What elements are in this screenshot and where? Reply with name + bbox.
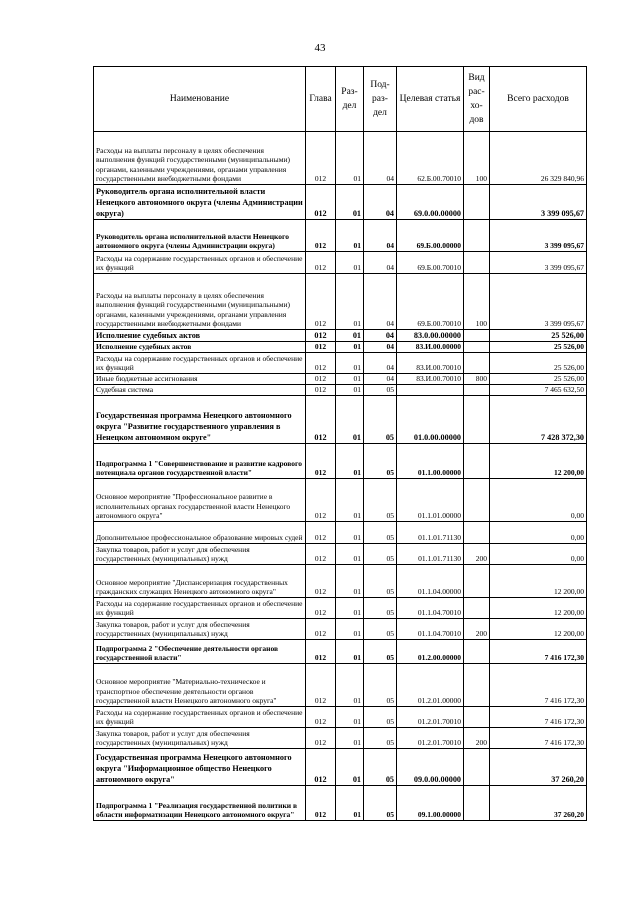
table-row [94,385,587,396]
cell-vid-raskhodov: 200 [464,544,490,565]
cell-name: Судебная система [94,385,306,396]
cell-vsego-raskhodov: 3 399 095,67 [490,185,587,220]
cell-name: Расходы на выплаты персоналу в целях обеспечения выполнения функций государственными (муниципальными) органами, казенными учреждениями, органами управления государственными внебюджетными фондами [94,132,306,185]
cell-vsego-raskhodov: 7 428 372,30 [490,396,587,444]
cell-vid-raskhodov: 200 [464,619,490,640]
cell-vid-raskhodov: 800 [464,374,490,385]
cell-celevaya-statya: 01.1.04.70010 [397,619,464,640]
cell-celevaya-statya: 01.0.00.00000 [397,396,464,444]
cell-podrazdel: 05 [364,664,397,707]
cell-celevaya-statya: 01.1.01.71130 [397,522,464,544]
cell-name: Руководитель органа исполнительной власти Ненецкого автономного округа (члены Администрации округа) [94,220,306,252]
cell-vid-raskhodov [464,252,490,274]
cell-glava: 012 [306,444,336,479]
cell-celevaya-statya: 01.1.01.00000 [397,479,464,522]
cell-razdel: 01 [336,396,364,444]
cell-razdel: 01 [336,728,364,749]
cell-vsego-raskhodov: 25 526,00 [490,374,587,385]
cell-name: Закупка товаров, работ и услуг для обеспечения государственных (муниципальных) нужд [94,619,306,640]
cell-glava: 012 [306,664,336,707]
page-number: 43 [314,42,326,54]
cell-vid-raskhodov [464,330,490,342]
cell-vid-raskhodov: 200 [464,728,490,749]
table-row [94,185,587,220]
cell-podrazdel: 04 [364,342,397,353]
cell-celevaya-statya: 01.1.01.71130 [397,544,464,565]
cell-celevaya-statya: 83.И.00.00000 [397,342,464,353]
cell-vsego-raskhodov: 12 200,00 [490,444,587,479]
cell-name: Расходы на содержание государственных органов и обеспечение их функций [94,252,306,274]
cell-name: Расходы на содержание государственных органов и обеспечение их функций [94,598,306,619]
cell-razdel: 01 [336,444,364,479]
header-vid-raskhodov: Вид рас- хо- дов [464,67,490,132]
table-row [94,598,587,619]
table-row [94,728,587,749]
cell-vid-raskhodov [464,396,490,444]
cell-podrazdel: 05 [364,640,397,664]
cell-razdel: 01 [336,707,364,728]
table-header-row [94,67,587,132]
cell-podrazdel: 05 [364,444,397,479]
cell-podrazdel: 04 [364,252,397,274]
cell-podrazdel: 05 [364,707,397,728]
header-podrazdel: Под- раз- дел [364,67,397,132]
header-glava: Глава [306,67,336,132]
table-row [94,330,587,342]
budget-table [93,66,587,821]
cell-vid-raskhodov [464,185,490,220]
cell-razdel: 01 [336,749,364,786]
cell-podrazdel: 04 [364,330,397,342]
cell-name: Дополнительное профессиональное образование мировых судей [94,522,306,544]
cell-name: Государственная программа Ненецкого автономного округа "Информационное общество Ненецкого автономного округа" [94,749,306,786]
cell-glava: 012 [306,728,336,749]
cell-vsego-raskhodov: 7 416 172,30 [490,664,587,707]
cell-vid-raskhodov [464,565,490,598]
cell-razdel: 01 [336,479,364,522]
cell-vid-raskhodov [464,444,490,479]
cell-name: Основное мероприятие "Диспансеризация государственных гражданских служащих Ненецкого автономного округа" [94,565,306,598]
table-row [94,544,587,565]
cell-razdel: 01 [336,220,364,252]
cell-vid-raskhodov [464,385,490,396]
cell-vid-raskhodov [464,479,490,522]
cell-razdel: 01 [336,252,364,274]
cell-name: Расходы на содержание государственных органов и обеспечение их функций [94,707,306,728]
cell-vsego-raskhodov: 25 526,00 [490,353,587,374]
cell-celevaya-statya: 01.2.01.70010 [397,707,464,728]
cell-vsego-raskhodov: 0,00 [490,479,587,522]
table-row [94,749,587,786]
cell-podrazdel: 05 [364,479,397,522]
cell-name: Основное мероприятие "Материально-техническое и транспортное обеспечение деятельности органов государственной власти Ненецкого автономного округа" [94,664,306,707]
cell-razdel: 01 [336,185,364,220]
cell-podrazdel: 05 [364,385,397,396]
table-row [94,220,587,252]
cell-razdel: 01 [336,544,364,565]
cell-razdel: 01 [336,565,364,598]
cell-glava: 012 [306,786,336,821]
cell-celevaya-statya: 83.И.00.70010 [397,353,464,374]
cell-name: Руководитель органа исполнительной власти Ненецкого автономного округа (члены Администрации округа) [94,185,306,220]
cell-celevaya-statya: 09.0.00.00000 [397,749,464,786]
cell-name: Закупка товаров, работ и услуг для обеспечения государственных (муниципальных) нужд [94,544,306,565]
cell-podrazdel: 04 [364,353,397,374]
cell-razdel: 01 [336,330,364,342]
cell-vid-raskhodov: 100 [464,274,490,330]
cell-podrazdel: 04 [364,185,397,220]
cell-vid-raskhodov [464,786,490,821]
cell-vsego-raskhodov: 0,00 [490,544,587,565]
table-row [94,132,587,185]
cell-vid-raskhodov [464,664,490,707]
cell-razdel: 01 [336,640,364,664]
cell-razdel: 01 [336,664,364,707]
cell-name: Расходы на содержание государственных органов и обеспечение их функций [94,353,306,374]
cell-podrazdel: 04 [364,132,397,185]
cell-podrazdel: 05 [364,565,397,598]
cell-glava: 012 [306,565,336,598]
cell-razdel: 01 [336,274,364,330]
cell-glava: 012 [306,342,336,353]
cell-vid-raskhodov [464,749,490,786]
cell-glava: 012 [306,479,336,522]
table-row [94,664,587,707]
cell-celevaya-statya: 01.2.01.00000 [397,664,464,707]
cell-name: Государственная программа Ненецкого автономного округа "Развитие государственного управления в Ненецком автономном округе" [94,396,306,444]
cell-vsego-raskhodov: 37 260,20 [490,749,587,786]
cell-razdel: 01 [336,522,364,544]
cell-razdel: 01 [336,385,364,396]
cell-vsego-raskhodov: 12 200,00 [490,619,587,640]
cell-glava: 012 [306,749,336,786]
table-row [94,479,587,522]
cell-vsego-raskhodov: 3 399 095,67 [490,274,587,330]
cell-razdel: 01 [336,786,364,821]
table-row [94,707,587,728]
cell-podrazdel: 05 [364,786,397,821]
cell-glava: 012 [306,522,336,544]
header-celevaya-statya: Целевая статья [397,67,464,132]
cell-glava: 012 [306,598,336,619]
cell-razdel: 01 [336,598,364,619]
cell-vsego-raskhodov: 25 526,00 [490,330,587,342]
cell-celevaya-statya: 69.0.00.00000 [397,185,464,220]
cell-glava: 012 [306,185,336,220]
cell-vid-raskhodov [464,353,490,374]
cell-celevaya-statya: 83.0.00.00000 [397,330,464,342]
cell-vsego-raskhodov: 7 416 172,30 [490,707,587,728]
table-row [94,353,587,374]
table-row [94,640,587,664]
cell-name: Исполнение судебных актов [94,342,306,353]
cell-podrazdel: 04 [364,374,397,385]
header-vsego-raskhodov: Всего расходов [490,67,587,132]
cell-vid-raskhodov [464,598,490,619]
cell-vsego-raskhodov: 37 260,20 [490,786,587,821]
cell-vsego-raskhodov: 7 465 632,50 [490,385,587,396]
cell-vsego-raskhodov: 26 329 840,96 [490,132,587,185]
cell-name: Подпрограмма 1 "Совершенствование и развитие кадрового потенциала органов государственной власти" [94,444,306,479]
cell-celevaya-statya: 69.Б.00.00000 [397,220,464,252]
cell-name: Подпрограмма 2 "Обеспечение деятельности органов государственной власти" [94,640,306,664]
cell-celevaya-statya: 09.1.00.00000 [397,786,464,821]
table-row [94,444,587,479]
cell-vsego-raskhodov: 7 416 172,30 [490,640,587,664]
table-row [94,522,587,544]
cell-celevaya-statya: 01.1.04.70010 [397,598,464,619]
cell-podrazdel: 05 [364,619,397,640]
table-row [94,396,587,444]
cell-celevaya-statya: 69.Б.00.70010 [397,274,464,330]
cell-glava: 012 [306,619,336,640]
cell-razdel: 01 [336,342,364,353]
header-razdel: Раз- дел [336,67,364,132]
table-row [94,619,587,640]
cell-name: Исполнение судебных актов [94,330,306,342]
cell-razdel: 01 [336,353,364,374]
cell-podrazdel: 05 [364,598,397,619]
cell-celevaya-statya: 69.Б.00.70010 [397,252,464,274]
cell-glava: 012 [306,274,336,330]
cell-vid-raskhodov [464,707,490,728]
cell-glava: 012 [306,544,336,565]
cell-vid-raskhodov [464,220,490,252]
cell-celevaya-statya: 01.2.01.70010 [397,728,464,749]
cell-name: Подпрограмма 1 "Реализация государственной политики в области информатизации Ненецкого автономного округа" [94,786,306,821]
table-row [94,565,587,598]
cell-glava: 012 [306,640,336,664]
cell-glava: 012 [306,132,336,185]
cell-vsego-raskhodov: 12 200,00 [490,598,587,619]
cell-name: Иные бюджетные ассигнования [94,374,306,385]
cell-glava: 012 [306,220,336,252]
cell-celevaya-statya: 01.1.04.00000 [397,565,464,598]
table-row [94,374,587,385]
cell-name: Основное мероприятие "Профессиональное развитие в исполнительных органах государственной власти Ненецкого автономного округа" [94,479,306,522]
cell-vid-raskhodov [464,342,490,353]
cell-vid-raskhodov [464,640,490,664]
cell-vid-raskhodov [464,522,490,544]
cell-name: Расходы на выплаты персоналу в целях обеспечения выполнения функций государственными (муниципальными) органами, казенными учреждениями, органами управления государственными внебюджетными фондами [94,274,306,330]
header-name: Наименование [94,67,306,132]
cell-celevaya-statya: 01.2.00.00000 [397,640,464,664]
table-row [94,342,587,353]
cell-celevaya-statya: 83.И.00.70010 [397,374,464,385]
cell-vsego-raskhodov: 25 526,00 [490,342,587,353]
cell-glava: 012 [306,707,336,728]
cell-vsego-raskhodov: 3 399 095,67 [490,252,587,274]
table-row [94,274,587,330]
cell-vsego-raskhodov: 3 399 095,67 [490,220,587,252]
cell-razdel: 01 [336,132,364,185]
cell-vsego-raskhodov: 0,00 [490,522,587,544]
cell-podrazdel: 04 [364,220,397,252]
cell-vid-raskhodov: 100 [464,132,490,185]
cell-podrazdel: 05 [364,396,397,444]
cell-vsego-raskhodov: 7 416 172,30 [490,728,587,749]
cell-glava: 012 [306,396,336,444]
cell-glava: 012 [306,385,336,396]
cell-podrazdel: 05 [364,522,397,544]
cell-glava: 012 [306,330,336,342]
cell-podrazdel: 05 [364,749,397,786]
cell-name: Закупка товаров, работ и услуг для обеспечения государственных (муниципальных) нужд [94,728,306,749]
table-row [94,252,587,274]
cell-razdel: 01 [336,374,364,385]
cell-podrazdel: 04 [364,274,397,330]
cell-celevaya-statya [397,385,464,396]
cell-vsego-raskhodov: 12 200,00 [490,565,587,598]
cell-podrazdel: 05 [364,728,397,749]
cell-glava: 012 [306,353,336,374]
cell-celevaya-statya: 62.Б.00.70010 [397,132,464,185]
cell-celevaya-statya: 01.1.00.00000 [397,444,464,479]
table-body [94,132,587,821]
cell-razdel: 01 [336,619,364,640]
cell-glava: 012 [306,252,336,274]
cell-glava: 012 [306,374,336,385]
cell-podrazdel: 05 [364,544,397,565]
table-row [94,786,587,821]
